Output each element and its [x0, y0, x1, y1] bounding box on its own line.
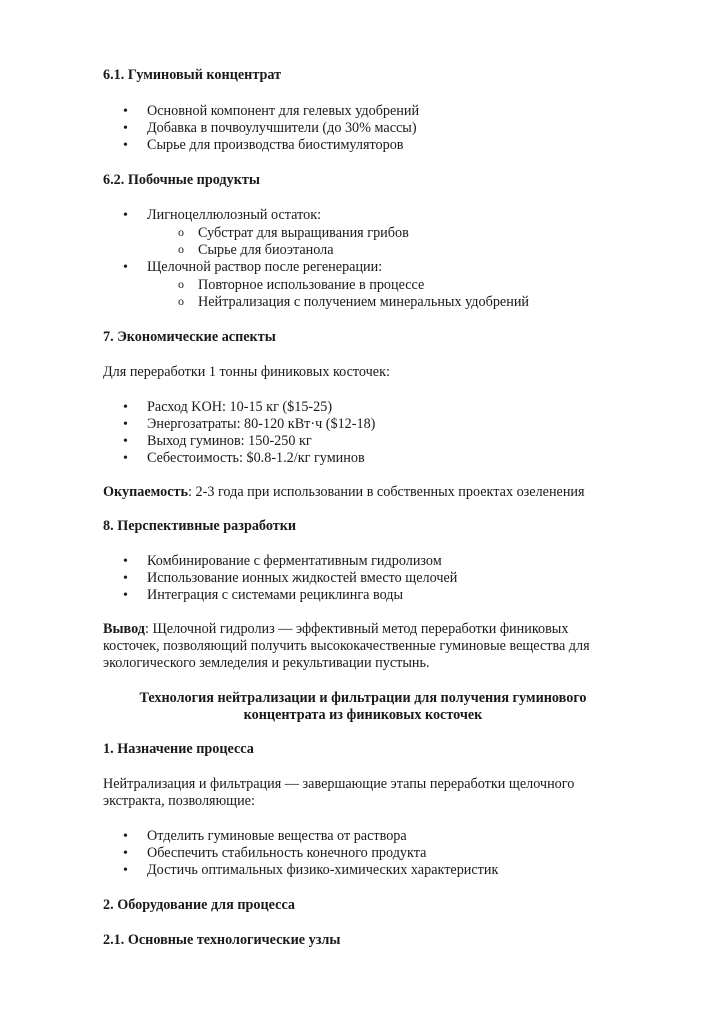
conclusion-text: : Щелочной гидролиз — эффективный метод переработки финиковых косточек, позволяющий получить высококачественные гуминовые вещества для экологического земледелия и рекультивации пустынь.	[103, 621, 590, 671]
list-item: • Энергозатраты: 80-120 кВт·ч ($12-18)	[147, 416, 375, 433]
list-item: • Отделить гуминовые вещества от раствора	[147, 828, 407, 845]
list-item: • Основной компонент для гелевых удобрений	[147, 103, 419, 120]
conclusion-label: Вывод	[103, 621, 145, 637]
list-item: • Достичь оптимальных физико-химических характеристик	[147, 862, 498, 879]
list-item: • Расход KOH: 10-15 кг ($15-25)	[147, 399, 332, 416]
heading-6-2: 6.2. Побочные продукты	[103, 172, 260, 188]
heading-1: 1. Назначение процесса	[103, 741, 254, 757]
heading-2: 2. Оборудование для процесса	[103, 897, 296, 913]
list-item: • Лигноцеллюлозный остаток:	[147, 207, 321, 224]
list-item: • Интеграция с системами рециклинга воды	[147, 587, 403, 604]
heading-2-1: 2.1. Основные технологические узлы	[103, 932, 341, 948]
list-item: • Выход гуминов: 150-250 кг	[147, 433, 312, 450]
list-item: • Использование ионных жидкостей вместо щелочей	[147, 570, 457, 587]
payback-paragraph	[103, 484, 585, 501]
list-item: • Добавка в почвоулучшители (до 30% массы)	[147, 120, 417, 137]
sub-list-item: o Повторное использование в процессе	[198, 277, 424, 294]
heading-6-1: 6.1. Гуминовый концентрат	[103, 67, 282, 83]
sub-list-item: o Сырье для биоэтанола	[198, 242, 334, 259]
paragraph: Для переработки 1 тонны финиковых косточек:	[103, 364, 390, 380]
section-title: Технология нейтрализации и фильтрации для получения гуминового концентрата из финиковых косточек	[139, 690, 587, 723]
paragraph: Нейтрализация и фильтрация — завершающие этапы переработки щелочного экстракта, позволяющие:	[103, 776, 575, 809]
heading-8: 8. Перспективные разработки	[103, 518, 297, 534]
list-item: • Обеспечить стабильность конечного продукта	[147, 845, 426, 862]
list-item: • Щелочной раствор после регенерации:	[147, 259, 382, 276]
conclusion-paragraph	[103, 621, 623, 672]
heading-7: 7. Экономические аспекты	[103, 329, 276, 345]
list-item: • Себестоимость: $0.8-1.2/кг гуминов	[147, 450, 365, 467]
list-item: • Комбинирование с ферментативным гидролизом	[147, 553, 442, 570]
list-item: • Сырье для производства биостимуляторов	[147, 137, 404, 154]
payback-label: Окупаемость	[103, 484, 189, 500]
sub-list-item: o Субстрат для выращивания грибов	[198, 225, 409, 242]
sub-list-item: o Нейтрализация с получением минеральных удобрений	[198, 294, 529, 311]
payback-text: : 2-3 года при использовании в собственных проектах озеленения	[188, 484, 585, 500]
